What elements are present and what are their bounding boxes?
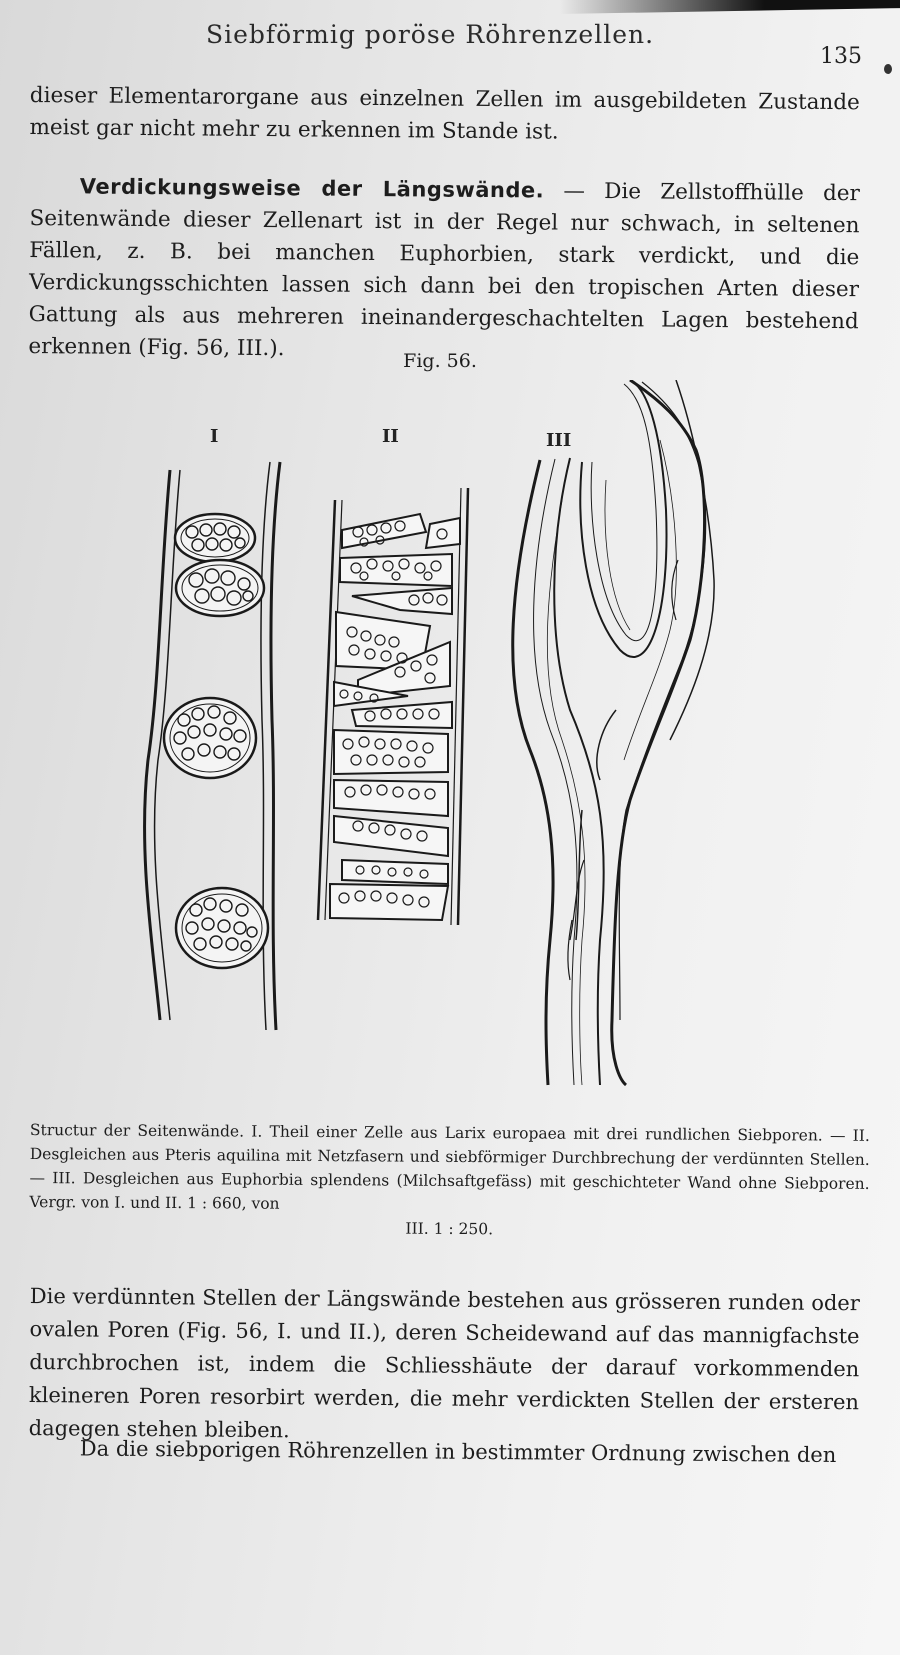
panel-label-ii: II (382, 426, 399, 447)
scan-speck (884, 64, 892, 74)
paragraph-body: — Die Zellstoffhülle der Seitenwände dieser Zellenart ist in der Regel nur schwach, in seltenen Fällen, z. B. bei manchen Euphorbien, stark verdickt, und die Verdickungsschichten lassen sich dann bei den tropischen Arten dieser Gattung als aus mehreren ineinandergeschachtelten Lagen bestehend erkennen (Fig. 56, III.). (28, 178, 860, 362)
running-title: Siebförmig poröse Röhrenzellen. (205, 20, 655, 49)
section-heading: Verdickungsweise der Längswände. (79, 174, 545, 203)
figure-56-illustration (130, 380, 770, 1100)
paragraph-thickening (28, 170, 860, 370)
paragraph-continuation: dieser Elementarorgane aus einzelnen Zellen im ausgebildeten Zustande meist gar nicht mehr zu erkennen im Stande ist. (29, 82, 860, 145)
panel-label-iii: III (546, 430, 572, 451)
paragraph-pores: Die verdünnten Stellen der Längswände bestehen aus grösseren runden oder ovalen Poren (Fig. 56, I. und II.), deren Scheidewand auf das mannigfachste durchbrochen ist, indem die Schliesshäute der darauf vorkommenden kleineren Poren resorbirt werden, die mehr verdickten Stellen der ersteren dagegen stehen bleiben. (28, 1283, 860, 1443)
panel-label-i: I (210, 426, 219, 447)
page-number: 135 (820, 44, 862, 69)
caption-last-line: III. 1 : 250. (405, 1219, 494, 1239)
scan-edge-shadow (560, 0, 900, 14)
figure-label: Fig. 56. (403, 350, 477, 372)
paragraph-sieve-tubes: Da die siebporigen Röhrenzellen in bestimmter Ordnung zwischen den (79, 1436, 837, 1468)
panel-ii-pteris-cell (318, 488, 468, 925)
panel-i-larix-cell (145, 462, 280, 1030)
figure-caption (29, 1118, 870, 1244)
caption-text: Structur der Seitenwände. I. Theil einer Zelle aus Larix europaea mit drei rundlichen Siebporen. — II. Desgleichen aus Pteris aquilina mit Netzfasern und siebförmiger Durchbrechung der verdünnten Stellen. — III. Desgleichen aus Euphorbia splendens (Milchsaftgefäss) mit geschichteter Wand ohne Siebporen. Vergr. von I. und II. 1 : 660, von (29, 1120, 870, 1213)
panel-iii-euphorbia-vessel (513, 380, 714, 1085)
